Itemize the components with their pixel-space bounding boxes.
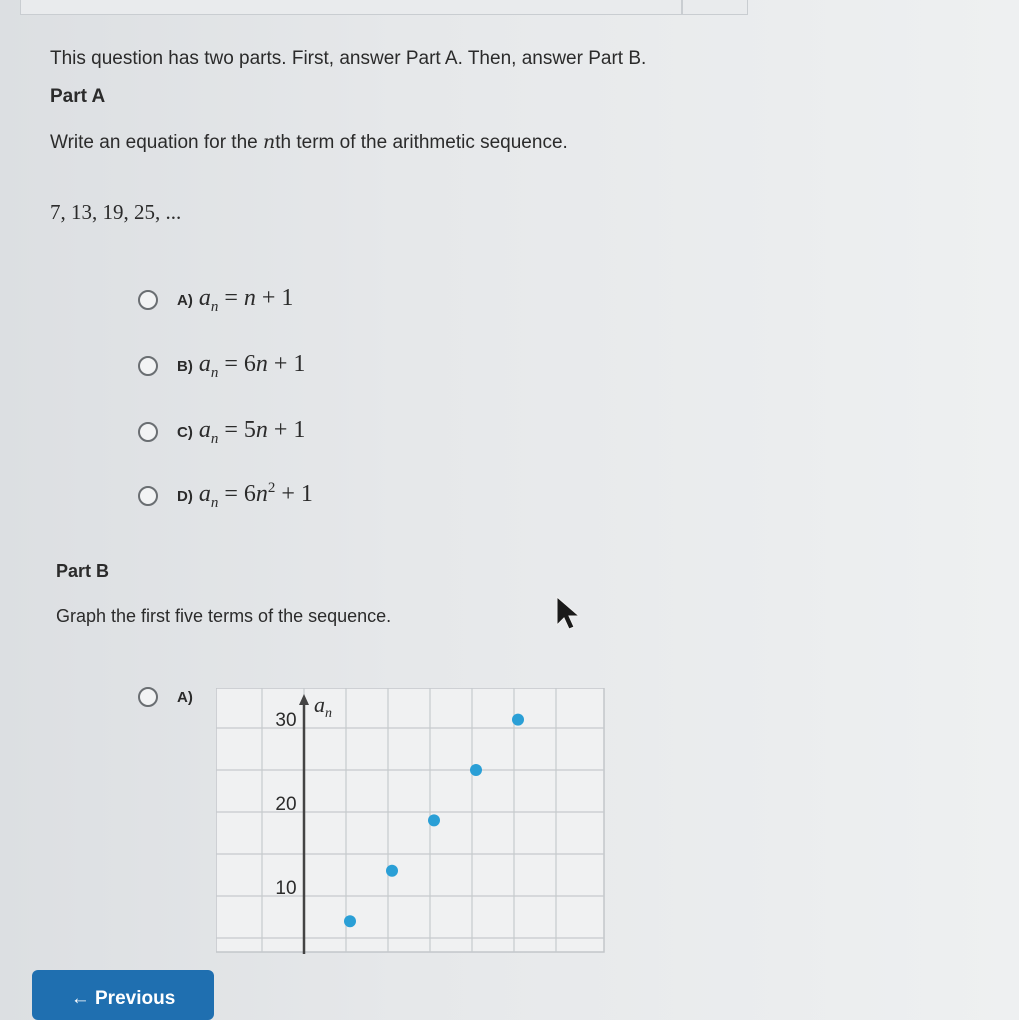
toolbar-field[interactable]	[20, 0, 682, 15]
top-toolbar	[0, 0, 1019, 16]
equation: $a_n = 6n + 1$	[198, 351, 306, 381]
option-d[interactable]: D) $a_n = 6n^2 + 1$	[138, 481, 313, 511]
part-a-prompt: Write an equation for the nth term of the arithmetic sequence.	[50, 131, 568, 153]
data-point	[512, 714, 524, 726]
sequence-graph	[216, 688, 608, 958]
data-point	[344, 915, 356, 927]
graph-option-a[interactable]: A)	[138, 682, 199, 712]
radio-button[interactable]	[138, 486, 158, 506]
part-b-heading: Part B	[56, 561, 110, 581]
question-intro: This question has two parts. First, answer Part A. Then, answer Part B.	[50, 48, 647, 69]
y-axis-label: $a_n$	[314, 692, 332, 721]
mouse-cursor-icon	[555, 595, 583, 635]
option-a[interactable]: A) $a_n = n + 1$	[138, 285, 293, 315]
option-b[interactable]: B) $a_n = 6n + 1$	[138, 351, 305, 381]
y-tick-label: 20	[275, 794, 297, 815]
radio-button[interactable]	[138, 422, 158, 442]
radio-button[interactable]	[138, 290, 158, 310]
radio-button[interactable]	[138, 687, 158, 707]
part-a-heading: Part A	[50, 86, 106, 107]
y-tick-label: 30	[275, 710, 297, 731]
data-point	[470, 764, 482, 776]
equation: $a_n = 5n + 1$	[198, 417, 306, 447]
sequence-text: 7, 13, 19, 25, ...	[50, 200, 182, 224]
toolbar-button[interactable]	[682, 0, 748, 15]
part-b-prompt: Graph the first five terms of the sequence.	[56, 606, 392, 626]
data-point	[386, 865, 398, 877]
data-point	[428, 814, 440, 826]
equation: $a_n = n + 1$	[198, 285, 294, 315]
equation: $a_n = 6n^2 + 1$	[198, 480, 313, 511]
previous-button[interactable]: ← Previous	[32, 970, 214, 1020]
option-c[interactable]: C) $a_n = 5n + 1$	[138, 417, 305, 447]
y-tick-label: 10	[275, 878, 297, 899]
radio-button[interactable]	[138, 356, 158, 376]
